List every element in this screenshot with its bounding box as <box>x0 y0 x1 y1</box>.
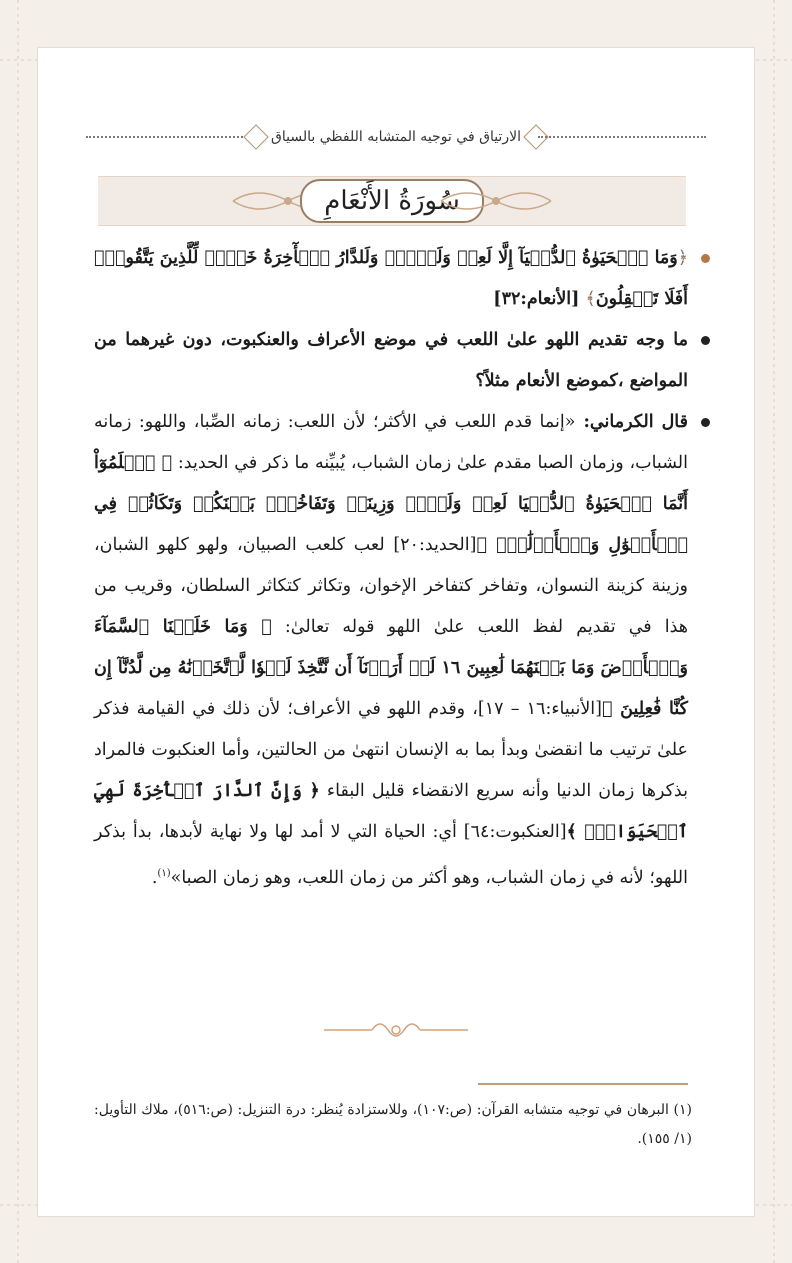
answer-text: «إنما قدم اللعب في الأكثر؛ لأن اللعب: زمانه الصِّبا، واللهو: زمانه الشباب، وزمان الصبا مقدم علىٰ زمان الشباب، يُبيِّنه ما ذكر في الحديد: <box>94 412 689 473</box>
verse-reference: [الأنعام:٣٢] <box>493 289 586 309</box>
answer-text: [الأنبياء:١٦ – ١٧]، وقدم اللهو في الأعراف؛ لأن ذلك في القيامة فذكر علىٰ ترتيب ما انقضىٰ وبدأ بما به الإنسان انتهىٰ من الحالتين، وأما العنكبوت فالمراد بذكرها زمان الدنيا وأنه سريع الانقضاء قليل البقاء <box>94 699 688 801</box>
header-dotted-rule <box>538 136 706 138</box>
quran-verse: وَمَا ٱلۡحَيَوٰةُ ٱلدُّنۡيَآ إِلَّا لَعِبٞ وَلَهۡوٞۖ وَلَلدَّارُ ٱلۡأٓخِرَةُ خَيۡرٞ لِّلَّذِينَ يَتَّقُونَۚ أَفَلَا تَعۡقِلُونَ <box>94 248 688 309</box>
answer-item <box>94 402 688 899</box>
bullet-icon <box>701 254 710 263</box>
footnote-rule <box>478 1083 688 1085</box>
running-header <box>60 120 732 154</box>
answer-end: . <box>151 867 158 888</box>
verse-close-bracket: ﴾ <box>585 289 596 309</box>
main-text <box>94 238 688 899</box>
quran-verse: ﴿ وَإِنَّ ٱلدَّارَ ٱلۡأٓخِرَةَ لَهِيَ ٱلۡحَيَوَانُۚ ﴾ <box>94 781 688 842</box>
surah-title: سُورَةُ الأَنْعَامِ <box>300 179 484 223</box>
bullet-icon <box>701 418 710 427</box>
verse-item <box>94 238 688 320</box>
verse-open-bracket: ﴿ <box>677 248 688 268</box>
answer-text: [العنكبوت:٦٤] أي: الحياة التي لا أمد لها ولا نهاية لأبدها، بدأ بذكر اللهو؛ لأنه في زمان الشباب، وهو أكثر من زمان اللعب، وهو زمان الصبا» <box>94 822 688 888</box>
footnote-marker[interactable]: (١) <box>157 868 171 879</box>
footnote: (١) البرهان في توجيه متشابه القرآن: (ص:١٠٧)، وللاستزادة يُنظر: درة التنزيل: (ص:٥١٦)، ملاك التأويل: (١/ ١٥٥). <box>94 1102 692 1147</box>
bullet-icon <box>701 336 710 345</box>
answer-lead: قال الكرماني: <box>575 412 689 432</box>
section-end-ornament-icon <box>322 1012 470 1048</box>
question-item <box>94 320 688 402</box>
running-title: الارتياق في توجيه المتشابه اللفظي بالسياق <box>249 125 543 149</box>
question-text: ما وجه تقديم اللهو علىٰ اللعب في موضع الأعراف والعنكبوت، دون غيرهما من المواضع ،كموضع الأنعام مثلاً؟ <box>94 330 688 391</box>
surah-banner <box>98 176 686 226</box>
quran-verse: ﴿ وَمَا خَلَقۡنَا ٱلسَّمَآءَ وَٱلۡأَرۡضَ وَمَا بَيۡنَهُمَا لَٰعِبِينَ ١٦ لَوۡ أَرَدۡنَآ أَن نَّتَّخِذَ لَهۡوٗا لَّٱتَّخَذۡنَٰهُ مِن لَّدُنَّآ إِن كُنَّا فَٰعِلِينَ ﴾ <box>94 617 688 719</box>
floral-ornament-icon <box>436 183 556 219</box>
answer-text: [الحديد:٢٠] لعب كلعب الصبيان، ولهو كلهو الشبان، وزينة كزينة النسوان، وتفاخر كتفاخر الإخوان، وتكاثر كتكاثر السلطان، وقريب من هذا في تقديم لفظ اللعب علىٰ اللهو قوله تعالىٰ: <box>94 535 688 637</box>
quran-verse: ﴿ ٱعۡلَمُوٓاْ أَنَّمَا ٱلۡحَيَوٰةُ ٱلدُّنۡيَا لَعِبٞ وَلَهۡوٞ وَزِينَةٞ وَتَفَاخُرُۢ بَيۡنَكُمۡ وَتَكَاثُرٞ فِي ٱلۡأَمۡوَٰلِ وَٱلۡأَوۡلَٰدِۖ ﴾ <box>94 453 688 555</box>
